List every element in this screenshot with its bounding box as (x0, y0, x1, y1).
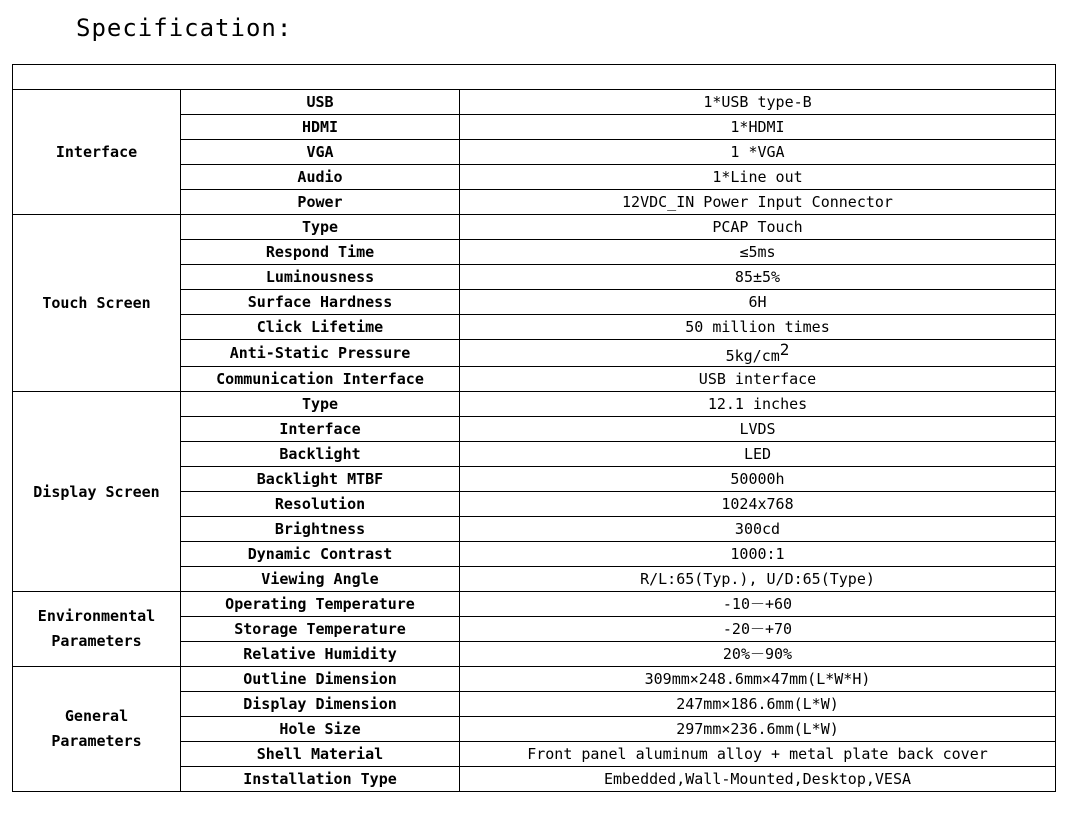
spec-label: Click Lifetime (181, 315, 460, 340)
spec-value: 309mm×248.6mm×47mm(L*W*H) (460, 667, 1056, 692)
category-cell: Interface (13, 90, 181, 215)
spec-value: 1*USB type-B (460, 90, 1056, 115)
spec-label: Hole Size (181, 717, 460, 742)
spec-label: Viewing Angle (181, 567, 460, 592)
spec-label: Surface Hardness (181, 290, 460, 315)
spec-value: USB interface (460, 367, 1056, 392)
category-cell: General Parameters (13, 667, 181, 792)
spec-value: 297mm×236.6mm(L*W) (460, 717, 1056, 742)
empty-header-cell (13, 65, 1056, 90)
spec-label: Respond Time (181, 240, 460, 265)
spec-label: Resolution (181, 492, 460, 517)
spec-label: Dynamic Contrast (181, 542, 460, 567)
spec-label: Type (181, 215, 460, 240)
spec-value: Front panel aluminum alloy + metal plate back cover (460, 742, 1056, 767)
spec-label: Backlight MTBF (181, 467, 460, 492)
spec-value: 6H (460, 290, 1056, 315)
spec-value: PCAP Touch (460, 215, 1056, 240)
spec-label: HDMI (181, 115, 460, 140)
spec-value: 1*Line out (460, 165, 1056, 190)
spec-value: -20－+70 (460, 617, 1056, 642)
spec-value: 247mm×186.6mm(L*W) (460, 692, 1056, 717)
spec-value: -10－+60 (460, 592, 1056, 617)
page-title: Specification: (76, 14, 293, 42)
spec-value: 1024x768 (460, 492, 1056, 517)
spec-label: Communication Interface (181, 367, 460, 392)
spec-value: LED (460, 442, 1056, 467)
spec-value: 1 *VGA (460, 140, 1056, 165)
spec-value: 1000:1 (460, 542, 1056, 567)
spec-value: 12.1 inches (460, 392, 1056, 417)
spec-value: 20%－90% (460, 642, 1056, 667)
table-row (13, 392, 1056, 417)
spec-label: Audio (181, 165, 460, 190)
table-row (13, 592, 1056, 617)
spec-label: Interface (181, 417, 460, 442)
spec-label: Power (181, 190, 460, 215)
spec-value: 85±5% (460, 265, 1056, 290)
table-header-row (13, 65, 1056, 90)
spec-label: VGA (181, 140, 460, 165)
spec-value: R/L:65(Typ.), U/D:65(Type) (460, 567, 1056, 592)
table-row (13, 90, 1056, 115)
spec-value: ≤5ms (460, 240, 1056, 265)
spec-value: 300cd (460, 517, 1056, 542)
spec-label: Brightness (181, 517, 460, 542)
spec-label: Relative Humidity (181, 642, 460, 667)
spec-label: Anti-Static Pressure (181, 340, 460, 367)
table-row (13, 667, 1056, 692)
category-cell: Display Screen (13, 392, 181, 592)
spec-label: Type (181, 392, 460, 417)
spec-value-superscript: 2 (779, 340, 790, 359)
spec-value-text: 5kg/cm (725, 347, 780, 365)
spec-label: USB (181, 90, 460, 115)
spec-label: Storage Temperature (181, 617, 460, 642)
spec-label: Luminousness (181, 265, 460, 290)
spec-value: 50000h (460, 467, 1056, 492)
spec-label: Installation Type (181, 767, 460, 792)
spec-label: Backlight (181, 442, 460, 467)
spec-value: LVDS (460, 417, 1056, 442)
table-row (13, 215, 1056, 240)
spec-value: Embedded,Wall-Mounted,Desktop,VESA (460, 767, 1056, 792)
spec-label: Shell Material (181, 742, 460, 767)
spec-value (460, 340, 1056, 367)
spec-value: 50 million times (460, 315, 1056, 340)
spec-value: 12VDC_IN Power Input Connector (460, 190, 1056, 215)
spec-label: Display Dimension (181, 692, 460, 717)
category-cell: Touch Screen (13, 215, 181, 392)
spec-label: Outline Dimension (181, 667, 460, 692)
spec-label: Operating Temperature (181, 592, 460, 617)
spec-value: 1*HDMI (460, 115, 1056, 140)
spec-table (12, 64, 1056, 792)
category-cell: Environmental Parameters (13, 592, 181, 667)
